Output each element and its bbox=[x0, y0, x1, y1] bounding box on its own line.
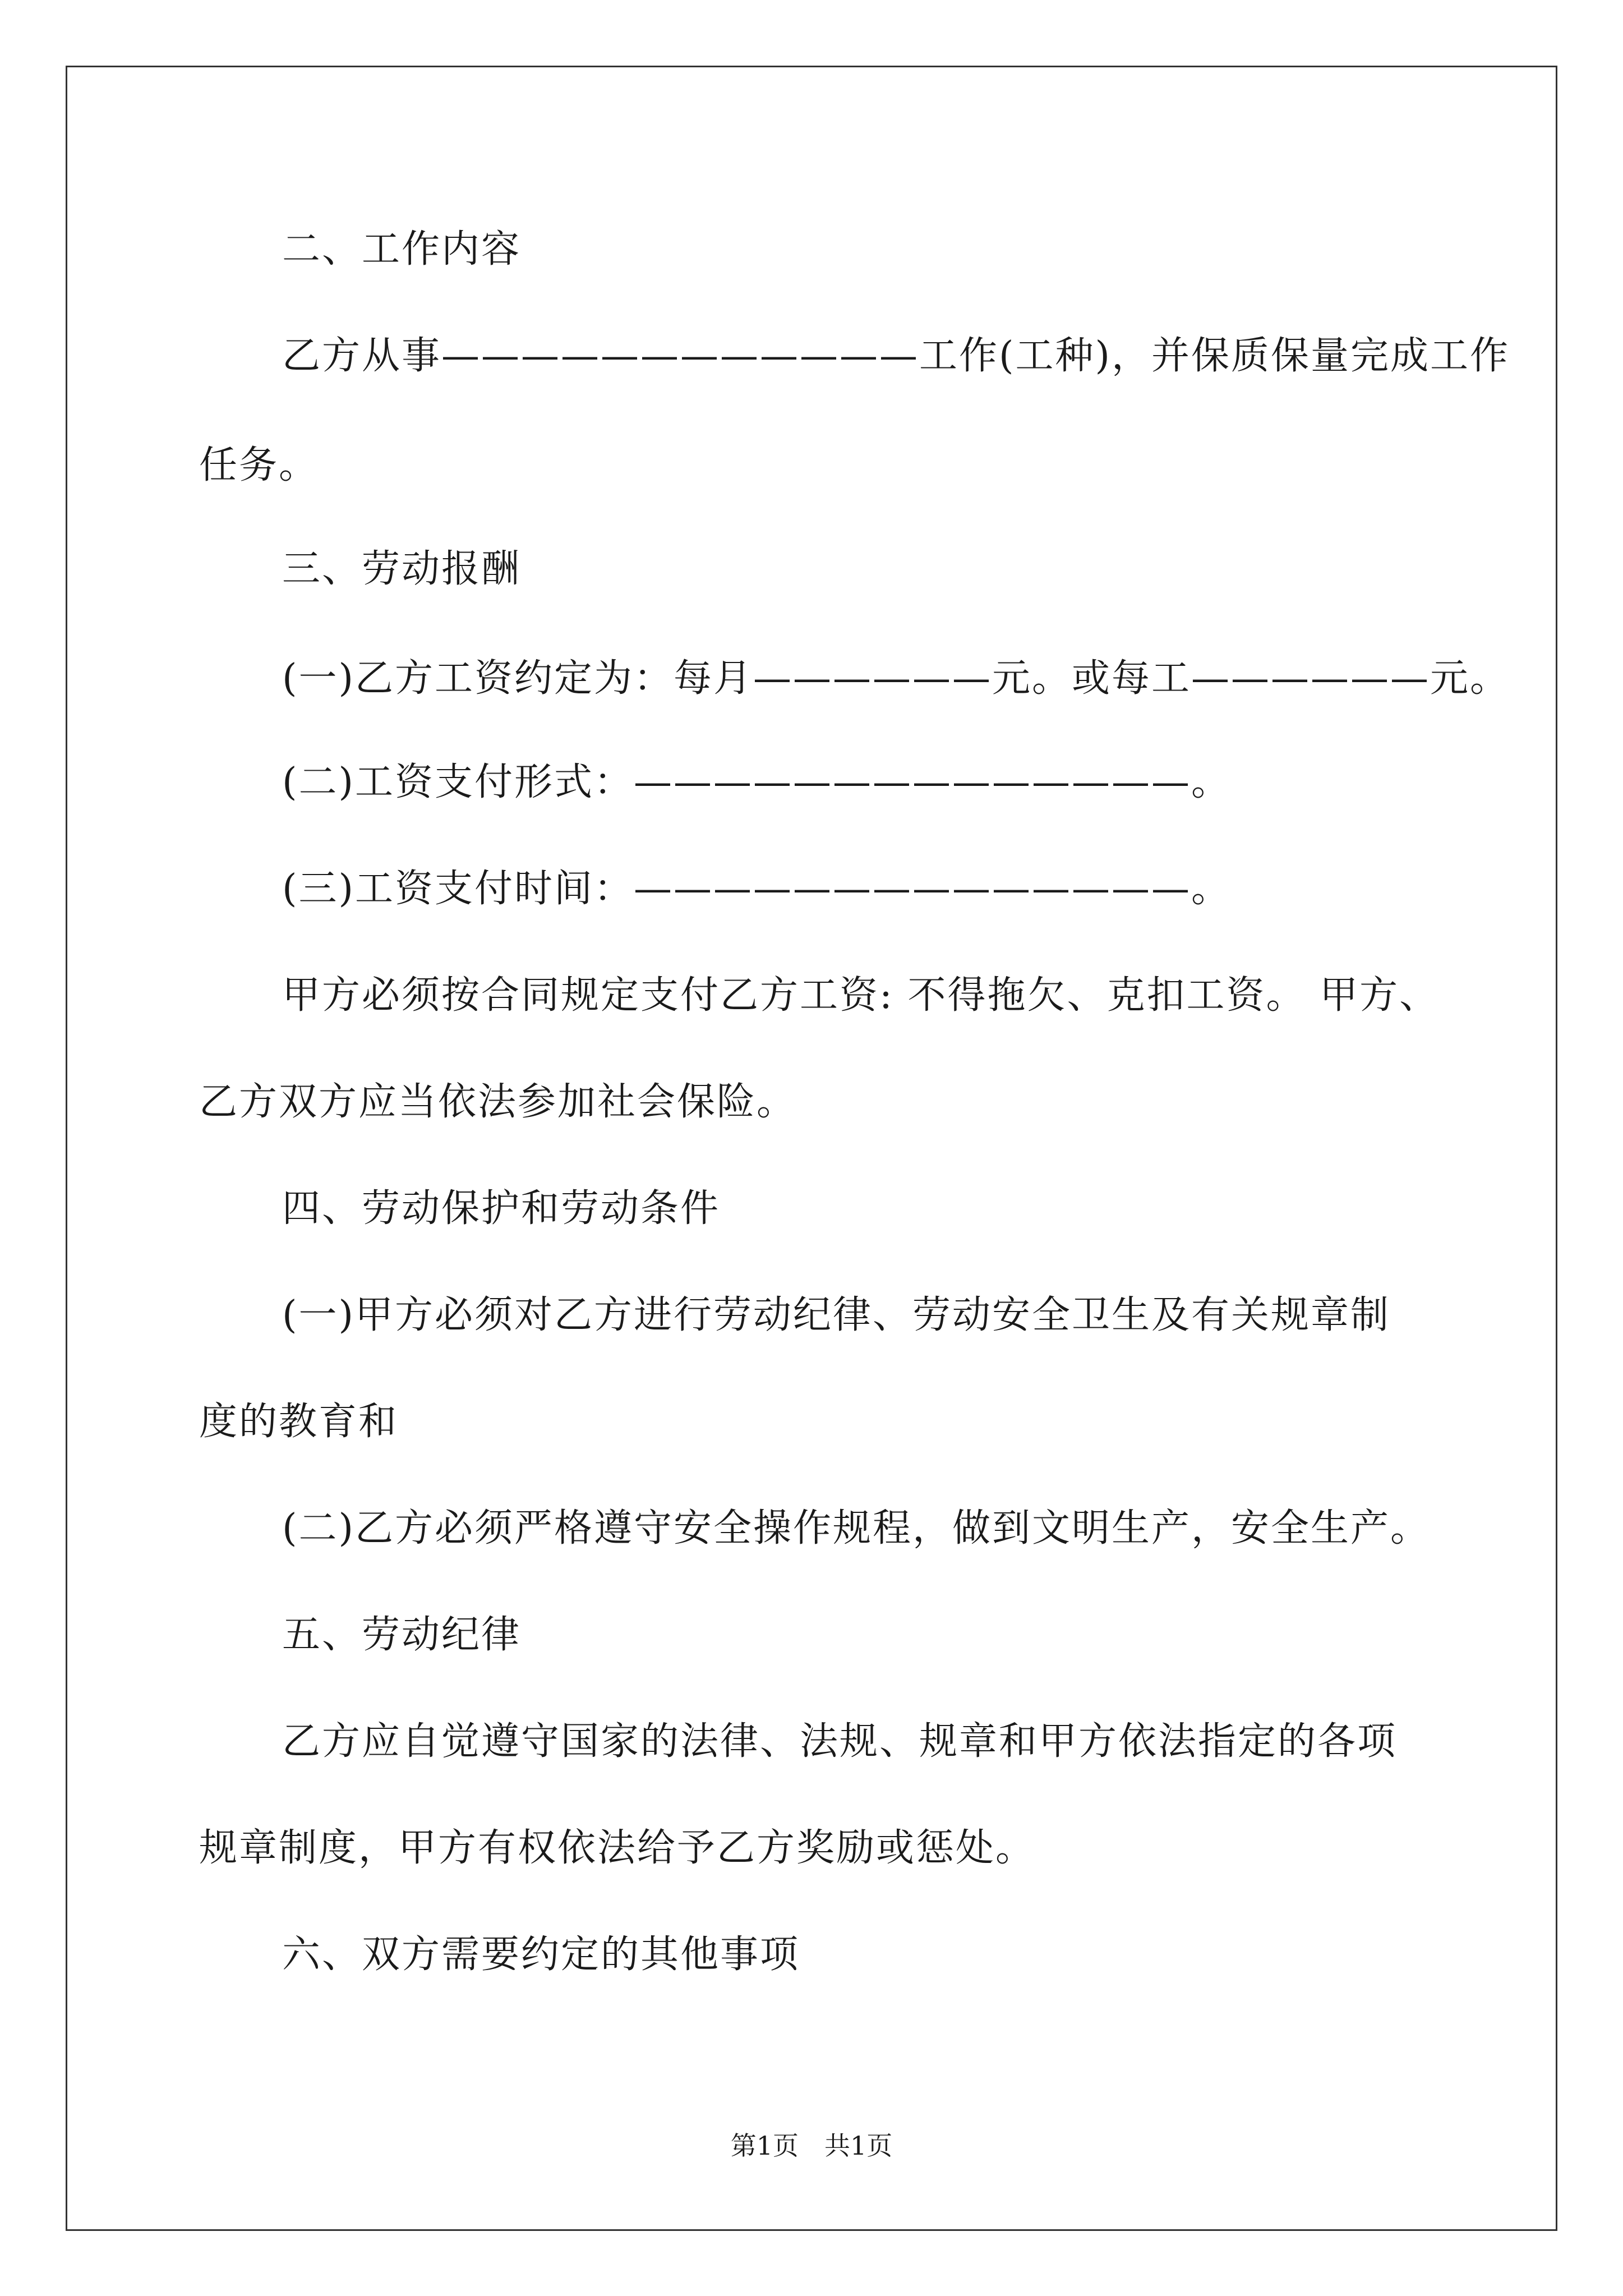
paragraph-line: (二)乙方必须严格遵守安全操作规程，做到文明生产，安全生产。 bbox=[282, 1506, 1431, 1550]
paragraph-line: 甲方必须按合同规定支付乙方工资: 不得拖欠、克扣工资。 甲方、 bbox=[282, 973, 1440, 1018]
section-heading-other-matters: 六、双方需要约定的其他事项 bbox=[282, 1932, 800, 1977]
section-heading-labor-protection: 四、劳动保护和劳动条件 bbox=[282, 1186, 721, 1231]
paragraph-line: 乙方双方应当依法参加社会保险。 bbox=[199, 1080, 797, 1124]
section-heading-labor-remuneration: 三、劳动报酬 bbox=[282, 547, 522, 591]
paragraph-line: (一)乙方工资约定为：每月——————元。或每工——————元。 bbox=[282, 656, 1510, 701]
paragraph-line: 乙方从事————————————工作(工种)，并保质保量完成工作 bbox=[282, 334, 1510, 378]
paragraph-line: 度的教育和 bbox=[199, 1400, 399, 1444]
paragraph-line: (二)工资支付形式：——————————————。 bbox=[282, 760, 1232, 804]
page-border bbox=[66, 66, 1557, 2231]
paragraph-line: 任务。 bbox=[199, 443, 319, 487]
paragraph-line: 规章制度，甲方有权依法给予乙方奖励或惩处。 bbox=[199, 1826, 1036, 1870]
paragraph-line: 乙方应自觉遵守国家的法律、法规、规章和甲方依法指定的各项 bbox=[282, 1719, 1398, 1764]
page-number-footer: 第1页 共1页 bbox=[730, 2131, 893, 2161]
section-heading-labor-discipline: 五、劳动纪律 bbox=[282, 1613, 522, 1657]
paragraph-line: (三)工资支付时间：——————————————。 bbox=[282, 867, 1232, 911]
paragraph-line: (一)甲方必须对乙方进行劳动纪律、劳动安全卫生及有关规章制 bbox=[282, 1293, 1391, 1337]
section-heading-work-content: 二、工作内容 bbox=[282, 227, 522, 272]
